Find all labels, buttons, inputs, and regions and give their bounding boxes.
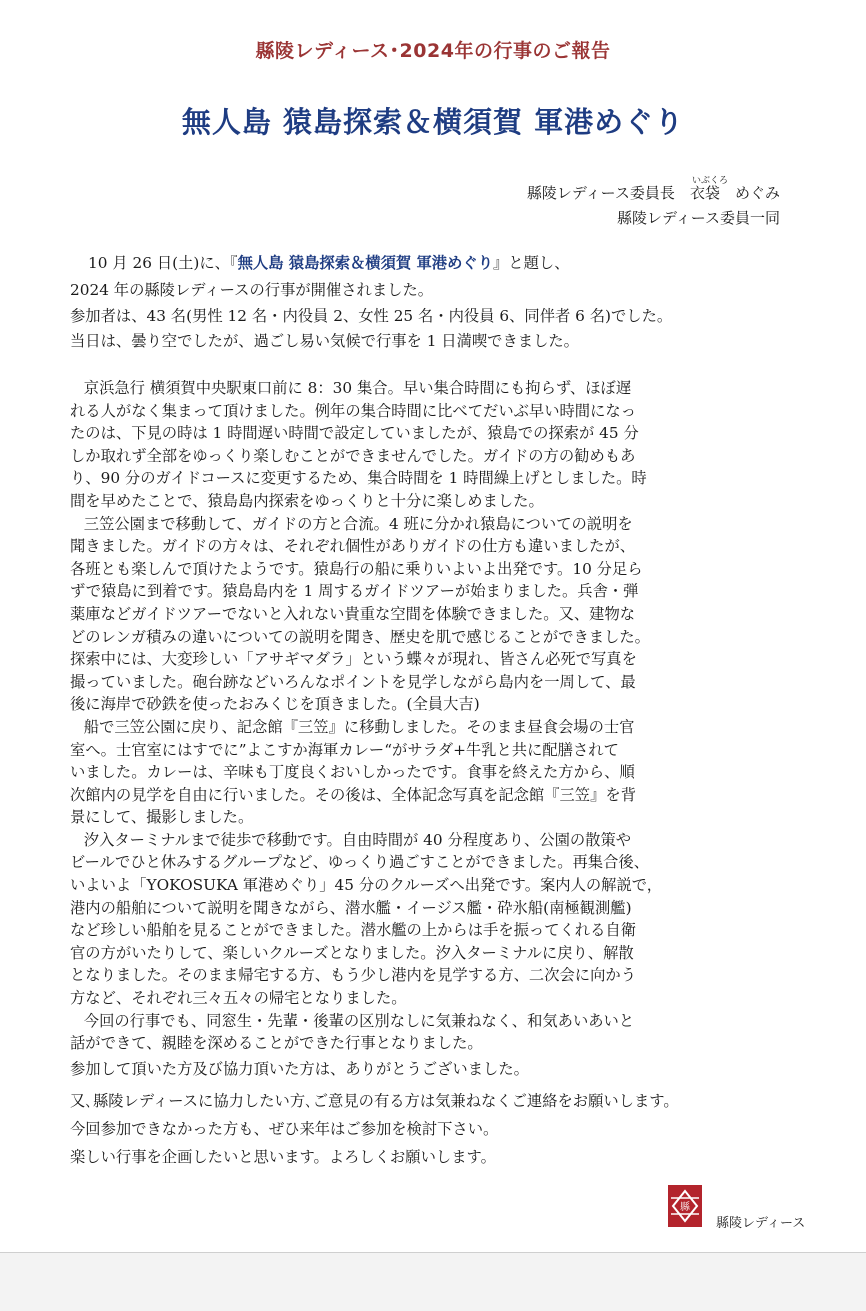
paragraph-3-line: 室へ。士官室にはすでに”よこすか海軍カレー“がサラダ+牛乳と共に配膳されて: [70, 740, 619, 759]
paragraph-1-line: れる人がなく集まって頂けました。例年の集合時間に比べてだいぶ早い時間になっ: [70, 401, 636, 420]
paragraph-4-line: 官の方がいたりして、楽しいクルーズとなりました。汐入ターミナルに戻り、解散: [70, 943, 634, 962]
paragraph-4-line: となりました。そのまま帰宅する方、もう少し港内を見学する方、二次会に向かう: [70, 966, 636, 985]
intro-line-1: 10 月 26 日(土)に、『無人島 猿島探索＆横須賀 軍港めぐり』と題し、: [88, 254, 570, 272]
paragraph-2-line: 聞きました。ガイドの方々は、それぞれ個性がありガイドの仕方も違いましたが、: [70, 537, 636, 556]
report-body: [70, 250, 796, 1171]
intro-title-emphasis: 無人島 猿島探索＆横須賀 軍港めぐり: [237, 254, 493, 272]
author-name-ruby: いぶくろ: [691, 176, 728, 186]
school-emblem-icon: [668, 1185, 702, 1227]
author-role: 縣陵レディース委員長: [526, 184, 675, 202]
paragraph-1-line: たのは、下見の時は 1 時間遅い時間で設定していましたが、猿島での探索が 45 分: [70, 424, 639, 443]
intro-line-4: 当日は、曇り空でしたが、過ごし易い気候で行事を 1 日満喫できました。: [70, 332, 579, 350]
paragraph-2-line: 三笠公園まで移動して、ガイドの方と合流。4 班に分かれ猿島についての説明を: [83, 514, 633, 533]
emblem-character: 縣: [680, 1202, 690, 1213]
paragraph-3-line: 船で三笠公園に戻り、記念館『三笠』に移動しました。そのまま昼食会場の士官: [83, 717, 635, 736]
paragraph-3-line: 次館内の見学を自由に行いました。その後は、全体記念写真を記念館『三笠』を背: [70, 785, 636, 804]
paragraph-2-line: 薬庫などガイドツアーでないと入れない貴重な空間を体験できました。又、建物な: [70, 604, 636, 623]
paragraph-2-line: 撮っていました。砲台跡などいろんなポイントを見学しながら島内を一周して、最: [70, 672, 636, 691]
paragraph-4-line: 方など、それぞれ三々五々の帰宅となりました。: [70, 989, 407, 1008]
author-family-name: いぶくろ 衣袋: [690, 181, 720, 206]
paragraph-2-line: 各班とも楽しんで頂けたようです。猿島行の船に乗りいよいよ出発です。10 分足ら: [70, 559, 643, 578]
report-paragraphs: [70, 377, 796, 1055]
paragraph-2-line: ずで猿島に到着です。猿島島内を 1 周するガイドツアーが始まりました。兵舎・弾: [70, 582, 639, 601]
paragraph-1-line: しか取れず全部をゆっくり楽しむことができませんでした。ガイドの方の勧めもあ: [70, 446, 636, 465]
paragraph-2-line: 探索中には、大変珍しい「アサギマダラ」という蝶々が現れ、皆さん必死で写真を: [70, 650, 637, 669]
paragraph-1-line: り、90 分のガイドコースに変更するため、集合時間を 1 時間繰上げとしました。時: [70, 469, 647, 488]
viewer-bottom-bar: [0, 1252, 866, 1311]
paragraph-4-line: 汐入ターミナルまで徒歩で移動です。自由時間が 40 分程度あり、公園の散策や: [83, 830, 632, 849]
intro-line-2: 2024 年の縣陵レディースの行事が開催されました。: [70, 281, 434, 299]
paragraph-1-line: 間を早めたことで、猿島島内探索をゆっくりと十分に楽しめました。: [70, 491, 544, 510]
paragraph-2-line: どのレンガ積みの違いについての説明を聞き、歴史を肌で感じることができました。: [70, 627, 650, 646]
paragraph-3-line: いました。カレーは、辛味も丁度良くおいしかったです。食事を終えた方から、順: [70, 763, 635, 782]
closing-line: 楽しい行事を企画したいと思います。よろしくお願いします。: [70, 1147, 496, 1166]
logo-label: 縣陵レディース: [716, 1216, 806, 1231]
closing-line: 今回参加できなかった方も、ぜひ来年はご参加を検討下さい。: [70, 1119, 499, 1138]
closing-line: 参加して頂いた方及び協力頂いた方は、ありがとうございました。: [70, 1059, 529, 1078]
author-committee: 縣陵レディース委員一同: [616, 209, 780, 227]
report-header: 縣陵レディース･2024年の行事のご報告: [255, 40, 611, 62]
author-given-name: めぐみ: [734, 184, 780, 202]
paragraph-5-line: 話ができて、親睦を深めることができた行事となりました。: [70, 1034, 483, 1053]
paragraph-2-line: 後に海岸で砂鉄を使ったおみくじを頂きました。(全員大吉): [70, 695, 480, 714]
paragraph-3-line: 景にして、撮影しました。: [70, 808, 254, 827]
closing-line: 又､縣陵レディースに協力したい方､ご意見の有る方は気兼ねなくご連絡をお願いします。: [70, 1091, 679, 1110]
closing-block: [70, 1057, 796, 1171]
author-block: [526, 176, 780, 231]
author-line: [526, 176, 780, 206]
event-title: 無人島 猿島探索＆横須賀 軍港めぐり: [181, 105, 685, 139]
paragraph-4-line: など珍しい船舶を見ることができました。潜水艦の上からは手を振ってくれる自衛: [70, 921, 636, 940]
paragraph-4-line: いよいよ「YOKOSUKA 軍港めぐり」45 分のクルーズへ出発です。案内人の解説で，: [70, 876, 663, 895]
intro-line-3: 参加者は、43 名(男性 12 名・内役員 2、女性 25 名・内役員 6、同伴者 6 名)でした。: [70, 307, 673, 325]
paragraph-4-line: ビールでひと休みするグループなど、ゆっくり過ごすことができました。再集合後、: [70, 853, 649, 872]
paragraph-1-line: 京浜急行 横須賀中央駅東口前に 8：30 集合。早い集合時間にも拘らず、ほぼ遅: [83, 379, 632, 397]
paragraph-5-line: 今回の行事でも、同窓生・先輩・後輩の区別なしに気兼ねなく、和気あいあいと: [83, 1011, 635, 1030]
paragraph-4-line: 港内の船舶について説明を聞きながら、潜水艦・イージス艦・砕氷船(南極観測艦): [70, 898, 632, 917]
